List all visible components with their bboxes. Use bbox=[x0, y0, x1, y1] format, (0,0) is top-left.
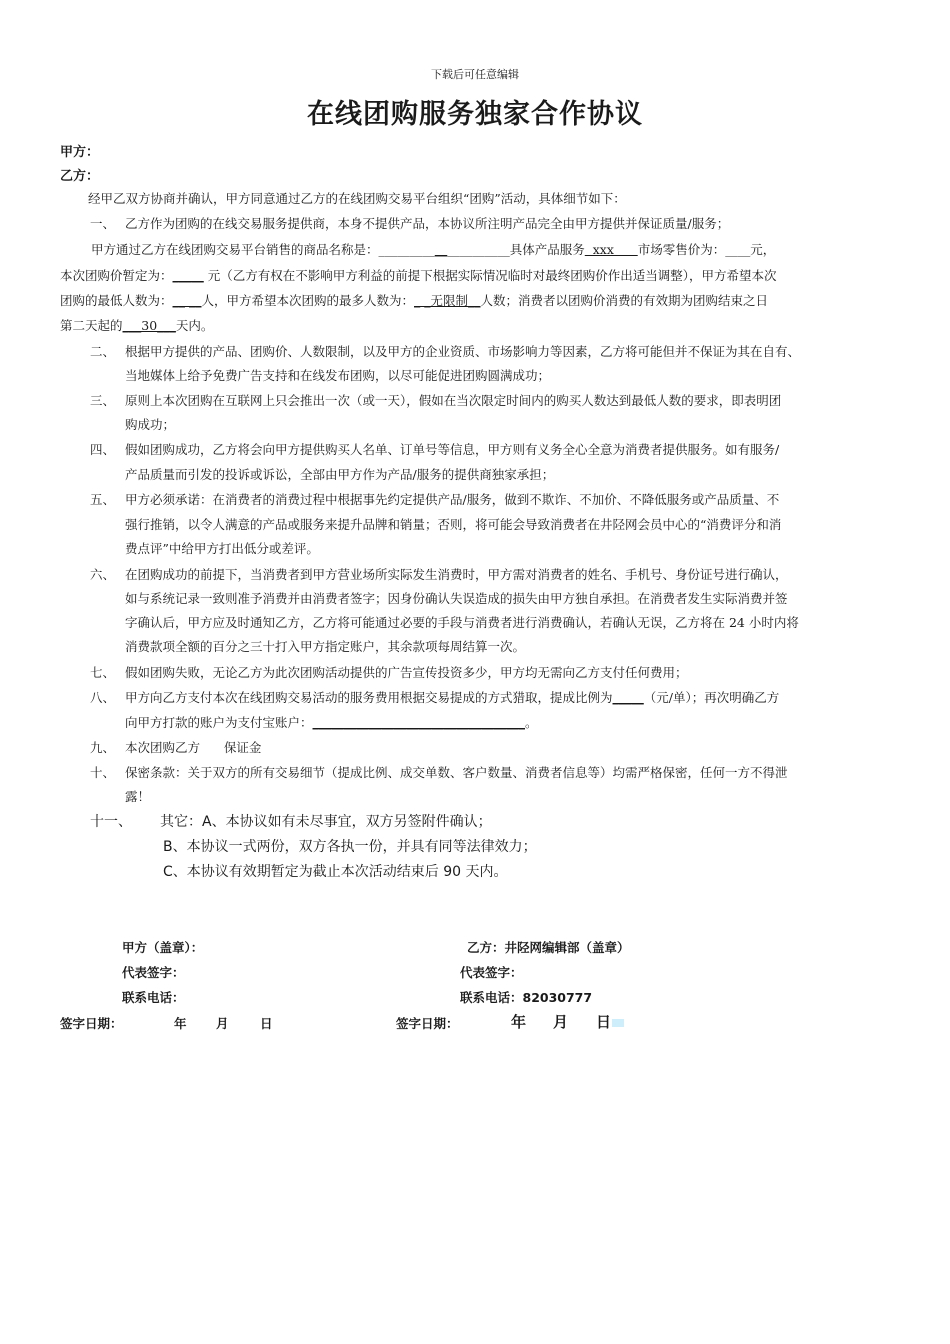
product-service-label: 具体产品服务 bbox=[509, 242, 585, 257]
party-b-date-year: 年 bbox=[511, 1013, 527, 1031]
party-a-representative-label: 代表签字： bbox=[122, 965, 185, 980]
commission-unit: （元/单）；再次明确乙方 bbox=[643, 690, 780, 705]
clause-11-number: 十一、 bbox=[90, 814, 132, 830]
intro-paragraph: 经甲乙双方协商并确认，甲方同意通过乙方的在线团购交易平台组织“团购”活动，具体细节如下： bbox=[88, 191, 626, 206]
party-b-label: 乙方： bbox=[60, 169, 100, 184]
party-a-seal-label: 甲方（盖章）： bbox=[122, 940, 204, 955]
party-a-date-year: 年 bbox=[174, 1016, 187, 1031]
product-name-blank: _________ bbox=[378, 242, 435, 257]
clause-5-line-3: 费点评”中给甲方打出低分或差评。 bbox=[125, 541, 319, 556]
party-a-date-day: 日 bbox=[260, 1016, 273, 1031]
retail-price-blank: ____ bbox=[725, 242, 751, 257]
retail-price-unit: 元， bbox=[750, 242, 776, 257]
max-people-label: 人，甲方希望本次团购的最多人数为： bbox=[201, 293, 415, 308]
clause-5-line-1: 甲方必须承诺：在消费者的消费过程中根据事先约定提供产品/服务，做到不欺诈、不加价、不降低服务或产品质量、不 bbox=[125, 492, 780, 507]
party-b-phone: 联系电话：82030777 bbox=[460, 990, 593, 1005]
min-people-label: 团购的最低人数为： bbox=[60, 293, 173, 308]
party-b-representative-label: 代表签字： bbox=[460, 965, 523, 980]
product-name-label: 甲方通过乙方在线团购交易平台销售的商品名称是： bbox=[91, 242, 379, 257]
product-line-1 bbox=[91, 240, 775, 258]
clause-9-number: 九、 bbox=[90, 740, 116, 755]
product-line-4 bbox=[60, 316, 213, 334]
validity-start-label: 第二天起的 bbox=[60, 318, 123, 333]
group-price-label: 本次团购价暂定为： bbox=[60, 268, 173, 283]
min-people-blank: __ __ bbox=[172, 293, 202, 308]
clause-4-number: 四、 bbox=[90, 442, 116, 457]
clause-6-line-1: 在团购成功的前提下，当消费者到甲方营业场所实际发生消费时，甲方需对消费者的姓名、手机号、身份证号进行确认， bbox=[125, 567, 788, 582]
clause-3-line-1: 原则上本次团购在互联网上只会推出一次（或一天），假如在当次限定时间内的购买人数达到最低人数的要求，即表明团 bbox=[125, 393, 782, 408]
party-b-date-label: 签字日期： bbox=[396, 1016, 459, 1031]
product-line-2 bbox=[60, 266, 777, 284]
page-header: 下载后可任意编辑 bbox=[431, 68, 519, 81]
document-title: 在线团购服务独家合作协议 bbox=[307, 99, 643, 130]
commission-label: 甲方向乙方支付本次在线团购交易活动的服务费用根据交易提成的方式猎取，提成比例为 bbox=[125, 690, 613, 705]
clause-5-line-2: 强行推销，以令人满意的产品或服务来提升品牌和销量；否则，将可能会导致消费者在井陉网会员中心的“消费评分和消 bbox=[125, 517, 782, 532]
clause-11-line-2: B、本协议一式两份，双方各执一份，并具有同等法律效力； bbox=[163, 839, 537, 855]
party-b-date-month: 月 bbox=[553, 1013, 569, 1031]
commission-blank: _____ bbox=[612, 690, 644, 705]
clause-1-number: 一、 bbox=[90, 216, 116, 231]
clause-10-line-2: 露！ bbox=[125, 789, 151, 804]
alipay-account-blank: __________________________________ bbox=[312, 715, 526, 730]
clause-4-line-2: 产品质量而引发的投诉或诉讼，全部由甲方作为产品/服务的提供商独家承担； bbox=[125, 467, 555, 482]
max-people-value: _ _无限制__ bbox=[414, 293, 481, 308]
clause-3-number: 三、 bbox=[90, 393, 116, 408]
product-service-value: xxx bbox=[584, 242, 638, 257]
party-a-date-month: 月 bbox=[216, 1016, 229, 1031]
highlight-mark bbox=[612, 1019, 624, 1027]
clause-9-line-1: 本次团购乙方 保证金 bbox=[125, 740, 262, 755]
clause-6-line-4: 消费款项全额的百分之三十打入甲方指定账户，其余款项每周结算一次。 bbox=[125, 639, 526, 654]
group-price-blank: _____ bbox=[172, 268, 204, 283]
clause-2-number: 二、 bbox=[90, 344, 116, 359]
clause-11-line-3: C、本协议有效期暂定为截止本次活动结束后 90 天内。 bbox=[163, 864, 508, 880]
party-a-date-label: 签字日期： bbox=[60, 1016, 123, 1031]
clause-11-line-1: 其它：A、本协议如有未尽事宜，双方另签附件确认； bbox=[160, 814, 492, 830]
group-price-note: 元（乙方有权在不影响甲方利益的前提下根据实际情况临时对最终团购价作出适当调整），甲方希望本次 bbox=[203, 268, 777, 283]
clause-6-line-3: 字确认后，甲方应及时通知乙方，乙方将可能通过必要的手段与消费者进行消费确认，若确认无误，乙方将在 24 小时内将 bbox=[125, 615, 799, 630]
clause-8-line-2 bbox=[125, 713, 538, 731]
party-b-date-day: 日 bbox=[596, 1013, 612, 1031]
party-b-date-day-wrap bbox=[596, 1011, 624, 1032]
clause-6-line-2: 如与系统记录一致则准予消费并由消费者签字；因身份确认失误造成的损失由甲方独自承担。在消费者发生实际消费并签 bbox=[125, 591, 788, 606]
clause-7-number: 七、 bbox=[90, 665, 116, 680]
clause-4-line-1: 假如团购成功，乙方将会向甲方提供购买人名单、订单号等信息，甲方则有义务全心全意为消费者提供服务。如有服务/ bbox=[125, 442, 780, 457]
clause-8-number: 八、 bbox=[90, 690, 116, 705]
alipay-account-label: 向甲方打款的账户为支付宝账户： bbox=[125, 715, 313, 730]
clause-8-line-1 bbox=[125, 688, 779, 706]
product-line-3 bbox=[60, 291, 768, 309]
clause-10-number: 十、 bbox=[90, 765, 116, 780]
party-a-label: 甲方： bbox=[60, 145, 100, 160]
clause-6-number: 六、 bbox=[90, 567, 116, 582]
clause-10-line-1: 保密条款：关于双方的所有交易细节（提成比例、成交单数、客户数量、消费者信息等）均需严格保密，任何一方不得泄 bbox=[125, 765, 788, 780]
clause-7-line-1: 假如团购失败，无论乙方为此次团购活动提供的广告宣传投资多少，甲方均无需向乙方支付任何费用； bbox=[125, 665, 688, 680]
validity-days-unit: 天内。 bbox=[175, 318, 214, 333]
party-b-seal-label: 乙方：井陉网编辑部（盖章） bbox=[467, 940, 630, 955]
clause-5-number: 五、 bbox=[90, 492, 116, 507]
product-name-blank-underlined: __ bbox=[434, 242, 448, 257]
clause-1-text: 乙方作为团购的在线交易服务提供商，本身不提供产品，本协议所注明产品完全由甲方提供并保证质量/服务； bbox=[125, 216, 730, 231]
alipay-account-end: 。 bbox=[525, 715, 538, 730]
validity-text: 人数；消费者以团购价消费的有效期为团购结束之日 bbox=[480, 293, 769, 308]
validity-days-value: ___30___ bbox=[122, 318, 176, 333]
product-name-blank-tail: __________ bbox=[447, 242, 510, 257]
clause-2-line-2: 当地媒体上给予免费广告支持和在线发布团购，以尽可能促进团购圆满成功； bbox=[125, 368, 551, 383]
retail-price-label: 市场零售价为： bbox=[637, 242, 726, 257]
clause-3-line-2: 购成功； bbox=[125, 417, 176, 432]
party-a-phone-label: 联系电话： bbox=[122, 990, 185, 1005]
clause-2-line-1: 根据甲方提供的产品、团购价、人数限制，以及甲方的企业资质、市场影响力等因素，乙方将可能但并不保证为其在自有、 bbox=[125, 344, 801, 359]
